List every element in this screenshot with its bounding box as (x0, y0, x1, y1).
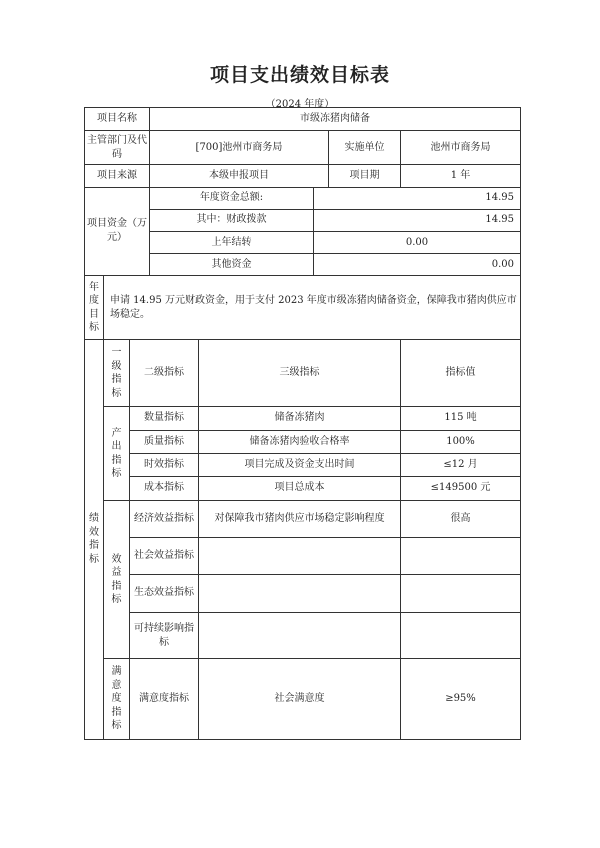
performance-target-table (84, 107, 521, 740)
output-l2: 时效指标 (130, 453, 199, 476)
funds-total-label: 年度资金总额: (150, 187, 314, 209)
table-row (85, 453, 521, 476)
funds-carryover-value: 0.00 (314, 231, 521, 253)
annual-goal-text: 申请 14.95 万元财政资金，用于支付 2023 年度市级冻猪肉储备资金，保障我市猪肉供应市场稳定。 (104, 276, 521, 340)
satisfaction-value: ≥95% (401, 659, 521, 740)
perf-header-row (85, 339, 521, 407)
output-l3: 储备冻猪肉 (199, 407, 401, 430)
table-row (85, 407, 521, 430)
source-row (85, 165, 521, 187)
benefit-l2: 社会效益指标 (130, 538, 199, 574)
benefit-l2: 经济效益指标 (130, 501, 199, 538)
benefit-l3 (199, 574, 401, 612)
benefit-l2: 可持续影响指标 (130, 612, 199, 658)
output-indicator-label: 产出指标 (104, 407, 130, 501)
benefit-indicator-label: 效益指标 (104, 501, 130, 659)
output-l2: 数量指标 (130, 407, 199, 430)
funds-total-row (85, 187, 521, 209)
satisfaction-l3: 社会满意度 (199, 659, 401, 740)
satisfaction-row (85, 659, 521, 740)
funds-total-value: 14.95 (314, 187, 521, 209)
funds-other-value: 0.00 (314, 254, 521, 276)
output-l2: 质量指标 (130, 430, 199, 453)
benefit-value (401, 538, 521, 574)
benefit-l3: 对保障我市猪肉供应市场稳定影响程度 (199, 501, 401, 538)
table-row (85, 538, 521, 574)
output-l2: 成本指标 (130, 476, 199, 500)
unit-value: 池州市商务局 (401, 131, 521, 165)
source-value: 本级申报项目 (150, 165, 329, 187)
funds-label: 项目资金（万元） (85, 187, 150, 276)
table-row (85, 476, 521, 500)
project-name-value: 市级冻猪肉储备 (150, 108, 521, 131)
perf-header-l2: 二级指标 (130, 339, 199, 407)
output-value: 115 吨 (401, 407, 521, 430)
dept-value: [700]池州市商务局 (150, 131, 329, 165)
annual-goal-label: 年度目标 (85, 276, 104, 340)
benefit-value (401, 574, 521, 612)
funds-fiscal-value: 14.95 (314, 209, 521, 231)
table-row (85, 612, 521, 658)
benefit-l2: 生态效益指标 (130, 574, 199, 612)
benefit-l3 (199, 538, 401, 574)
benefit-value: 很高 (401, 501, 521, 538)
perf-header-l3: 三级指标 (199, 339, 401, 407)
funds-other-label: 其他资金 (150, 254, 314, 276)
output-l3: 项目总成本 (199, 476, 401, 500)
year-subtitle: （2024 年度） (265, 99, 335, 110)
table-row (85, 501, 521, 538)
annual-goal-row (85, 276, 521, 340)
funds-other-row (85, 254, 521, 276)
dept-label: 主管部门及代码 (85, 131, 150, 165)
output-value: 100% (401, 430, 521, 453)
output-value: ≤149500 元 (401, 476, 521, 500)
period-value: 1 年 (401, 165, 521, 187)
page-title: 项目支出绩效目标表 (209, 64, 390, 86)
funds-carryover-label: 上年结转 (150, 231, 314, 253)
benefit-l3 (199, 612, 401, 658)
source-label: 项目来源 (85, 165, 150, 187)
output-l3: 项目完成及资金支出时间 (199, 453, 401, 476)
period-label: 项目期 (329, 165, 401, 187)
project-name-row (85, 108, 521, 131)
perf-header-value: 指标值 (401, 339, 521, 407)
perf-label: 绩效指标 (85, 339, 104, 739)
unit-label: 实施单位 (329, 131, 401, 165)
funds-carryover-row (85, 231, 521, 253)
output-l3: 储备冻猪肉验收合格率 (199, 430, 401, 453)
funds-fiscal-row (85, 209, 521, 231)
table-row (85, 574, 521, 612)
output-value: ≤12 月 (401, 453, 521, 476)
project-name-label: 项目名称 (85, 108, 150, 131)
benefit-value (401, 612, 521, 658)
perf-header-l1: 一级指标 (104, 339, 130, 407)
satisfaction-l2: 满意度指标 (130, 659, 199, 740)
satisfaction-indicator-label: 满意度指标 (104, 659, 130, 740)
funds-fiscal-label: 其中：财政拨款 (150, 209, 314, 231)
dept-row (85, 131, 521, 165)
table-row (85, 430, 521, 453)
